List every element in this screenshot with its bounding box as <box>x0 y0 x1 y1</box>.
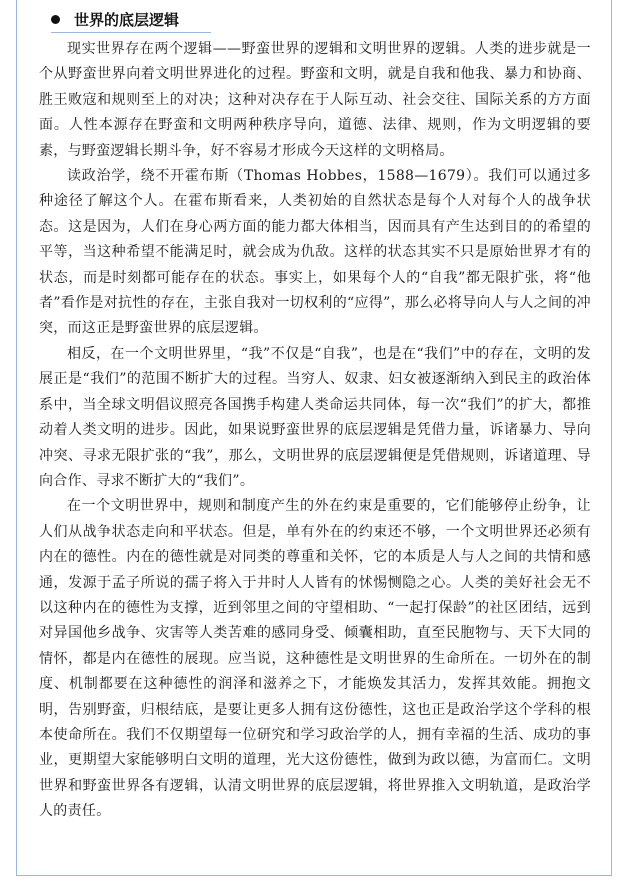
bullet-icon <box>51 15 60 24</box>
article-body <box>39 37 591 825</box>
paragraph-2: 读政治学，绕不开霍布斯（Thomas Hobbes，1588—1679）。我们可以通过多种途径了解这个人。在霍布斯看来，人类初始的自然状态是每个人对每个人的战争状态。这是因为，人们在身心两方面的能力都大体相当，因而具有产生达到目的的希望的平等，当这种希望不能满足时，就会成为仇敌。这样的状态其实不只是原始世界才有的状态，而是时刻都可能存在的状态。事实上，如果每个人的“自我”都无限扩张，将“他者”看作是对抗性的存在，主张自我对一切权利的“应得”，那么必将导向人与人之间的冲突，而这正是野蛮世界的底层逻辑。 <box>39 168 591 337</box>
paragraph-4: 在一个文明世界中，规则和制度产生的外在约束是重要的，它们能够停止纷争，让人们从战争状态走向和平状态。但是，单有外在的约束还不够，一个文明世界还必须有内在的德性。内在的德性就是对同类的尊重和关怀，它的本质是人与人之间的共情和感通，发源于孟子所说的孺子将入于井时人人皆有的怵惕恻隐之心。人类的美好社会无不以这种内在的德性为支撑，近到邻里之间的守望相助、“一起打保龄”的社区团结，远到对异国他乡战争、灾害等人类苦难的感同身受、倾囊相助，直至民胞物与、天下大同的情怀，都是内在德性的展现。应当说，这种德性是文明世界的生命所在。一切外在的制度、机制都要在这种德性的润泽和滋养之下，才能焕发其活力，发挥其效能。拥抱文明，告别野蛮，归根结底，是要让更多人拥有这份德性，这也正是政治学这个学科的根本使命所在。我们不仅期望每一位研究和学习政治学的人，拥有幸福的生活、成功的事业，更期望大家能够明白文明的道理，光大这份德性，做到为政以德，为富而仁。文明世界和野蛮世界各有逻辑，认清文明世界的底层逻辑，将世界推入文明轨道，是政治学人的责任。 <box>39 498 591 820</box>
paragraph-3: 相反，在一个文明世界里，“我”不仅是“自我”，也是在“我们”中的存在，文明的发展正是“我们”的范围不断扩大的过程。当穷人、奴隶、妇女被逐渐纳入到民主的政治体系中，当全球文明倡议照亮各国携手构建人类命运共同体，每一次“我们”的扩大，都推动着人类文明的进步。因此，如果说野蛮世界的底层逻辑是凭借力量，诉诸暴力、导向冲突、寻求无限扩张的“我”，那么，文明世界的底层逻辑便是凭借规则，诉诸道理、导向合作、寻求不断扩大的“我们”。 <box>39 345 591 489</box>
section-heading <box>51 6 211 33</box>
section-title: 世界的底层逻辑 <box>74 10 180 29</box>
document-page <box>16 0 612 876</box>
paragraph-1: 现实世界存在两个逻辑——野蛮世界的逻辑和文明世界的逻辑。人类的进步就是一个从野蛮世界向着文明世界进化的过程。野蛮和文明，就是自我和他我、暴力和协商、胜王败寇和规则至上的对决；这种对决存在于人际互动、社会交往、国际关系的方方面面。人性本源存在野蛮和文明两种秩序导向，道德、法律、规则，作为文明逻辑的要素，与野蛮逻辑长期斗争，好不容易才形成今天这样的文明格局。 <box>39 41 591 159</box>
